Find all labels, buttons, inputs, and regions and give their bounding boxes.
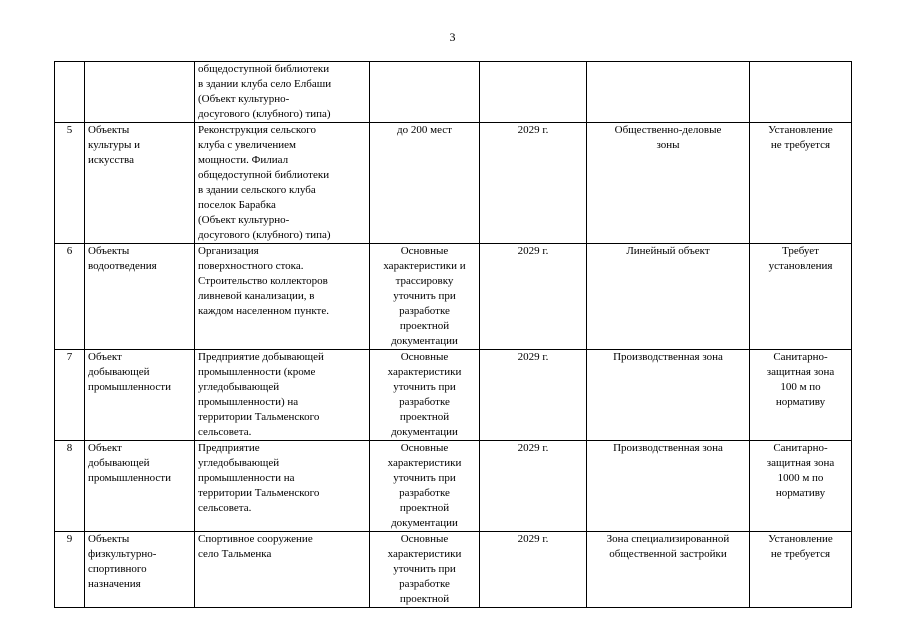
object-name-line: общедоступной библиотеки — [198, 169, 330, 181]
protection-zone-line: Установление — [768, 124, 833, 136]
characteristics-line: уточнить при — [393, 381, 456, 393]
characteristics-line: до 200 мест — [397, 124, 452, 136]
characteristics-line: разработке — [399, 396, 450, 408]
object-name-line: промышленности (кроме — [198, 366, 316, 378]
object-name-line: ливневой канализации, в — [198, 290, 315, 302]
object-name-line: поверхностного стока. — [198, 260, 304, 272]
table-row — [55, 532, 852, 608]
protection-zone-line: защитная зона — [766, 457, 835, 469]
protection-zone-line: не требуется — [770, 548, 831, 560]
object-type-line: добывающей — [88, 366, 150, 378]
protection-zone-line: 1000 м по — [777, 472, 824, 484]
object-name-line: сельсовета. — [198, 502, 252, 514]
characteristics-cell — [370, 441, 480, 532]
year-cell: 2029 г. — [480, 441, 587, 532]
object-type-cell — [85, 532, 195, 608]
object-type-line: Объекты — [88, 533, 130, 545]
object-name-line: угледобывающей — [198, 381, 280, 393]
object-type-line: культуры и — [88, 139, 140, 151]
object-name-line: в здании клуба село Елбаши — [198, 78, 332, 90]
location-line: Производственная зона — [613, 442, 723, 454]
location-cell — [587, 441, 750, 532]
object-type-line: промышленности — [88, 472, 171, 484]
row-number-cell: 7 — [55, 350, 85, 441]
objects-table — [54, 61, 852, 608]
object-name-line: общедоступной библиотеки — [198, 63, 330, 75]
object-type-cell — [85, 123, 195, 244]
year-cell: 2029 г. — [480, 244, 587, 350]
table-row — [55, 350, 852, 441]
object-type-cell — [85, 62, 195, 123]
object-name-line: клуба с увеличением — [198, 139, 296, 151]
characteristics-line: трассировку — [395, 275, 454, 287]
object-type-cell — [85, 244, 195, 350]
characteristics-line: характеристики — [387, 366, 462, 378]
characteristics-line: уточнить при — [393, 563, 456, 575]
object-name-line: угледобывающей — [198, 457, 280, 469]
protection-zone-line: Требует — [782, 245, 819, 257]
protection-zone-line: Установление — [768, 533, 833, 545]
characteristics-line: проектной — [399, 502, 450, 514]
location-line: общественной застройки — [609, 548, 727, 560]
object-name-line: досугового (клубного) типа) — [198, 229, 331, 241]
location-line: Общественно-деловые — [614, 124, 722, 136]
object-type-line: искусства — [88, 154, 134, 166]
row-number-cell: 6 — [55, 244, 85, 350]
table-row — [55, 441, 852, 532]
location-cell — [587, 350, 750, 441]
object-name-cell — [195, 244, 370, 350]
characteristics-line: характеристики — [387, 548, 462, 560]
location-cell — [587, 123, 750, 244]
characteristics-cell — [370, 62, 480, 123]
object-name-line: (Объект культурно- — [198, 214, 290, 226]
object-type-line: Объект — [88, 351, 122, 363]
location-cell — [587, 62, 750, 123]
table-row — [55, 62, 852, 123]
object-type-line: физкультурно- — [88, 548, 157, 560]
characteristics-line: уточнить при — [393, 290, 456, 302]
object-name-line: мощности. Филиал — [198, 154, 289, 166]
characteristics-line: документации — [391, 335, 458, 347]
object-name-line: Реконструкция сельского — [198, 124, 316, 136]
characteristics-line: уточнить при — [393, 472, 456, 484]
protection-zone-line: Санитарно- — [773, 351, 828, 363]
year-cell: 2029 г. — [480, 123, 587, 244]
characteristics-line: разработке — [399, 578, 450, 590]
protection-zone-line: 100 м по — [780, 381, 821, 393]
object-type-line: Объект — [88, 442, 122, 454]
characteristics-line: проектной — [399, 320, 450, 332]
row-number-cell: 8 — [55, 441, 85, 532]
object-type-line: назначения — [88, 578, 141, 590]
table-row — [55, 244, 852, 350]
object-name-line: каждом населенном пункте. — [198, 305, 329, 317]
characteristics-cell — [370, 123, 480, 244]
object-name-line: досугового (клубного) типа) — [198, 108, 331, 120]
protection-zone-cell — [750, 350, 852, 441]
protection-zone-line: нормативу — [775, 487, 826, 499]
protection-zone-line: защитная зона — [766, 366, 835, 378]
characteristics-cell — [370, 244, 480, 350]
characteristics-line: Основные — [400, 442, 449, 454]
protection-zone-line: установления — [768, 260, 833, 272]
object-name-cell — [195, 123, 370, 244]
protection-zone-line: нормативу — [775, 396, 826, 408]
object-name-cell — [195, 532, 370, 608]
object-name-line: (Объект культурно- — [198, 93, 290, 105]
characteristics-line: Основные — [400, 245, 449, 257]
location-line: Линейный объект — [626, 245, 710, 257]
object-name-cell — [195, 62, 370, 123]
characteristics-line: документации — [391, 517, 458, 529]
characteristics-cell — [370, 532, 480, 608]
location-line: зоны — [656, 139, 680, 151]
characteristics-line: разработке — [399, 305, 450, 317]
object-type-line: промышленности — [88, 381, 171, 393]
year-cell — [480, 62, 587, 123]
location-line: Производственная зона — [613, 351, 723, 363]
row-number-cell: 5 — [55, 123, 85, 244]
object-name-line: в здании сельского клуба — [198, 184, 316, 196]
object-name-line: промышленности) на — [198, 396, 299, 408]
object-name-line: Организация — [198, 245, 259, 257]
object-type-line: Объекты — [88, 124, 130, 136]
characteristics-line: проектной — [399, 593, 450, 605]
characteristics-line: характеристики — [387, 457, 462, 469]
location-cell — [587, 244, 750, 350]
object-name-line: поселок Барабка — [198, 199, 276, 211]
object-name-line: Предприятие — [198, 442, 260, 454]
location-line: Зона специализированной — [606, 533, 730, 545]
object-name-cell — [195, 441, 370, 532]
object-name-line: территории Тальменского — [198, 411, 320, 423]
characteristics-line: разработке — [399, 487, 450, 499]
table-row — [55, 123, 852, 244]
object-name-line: сельсовета. — [198, 426, 252, 438]
object-name-line: Строительство коллекторов — [198, 275, 328, 287]
characteristics-line: Основные — [400, 533, 449, 545]
protection-zone-cell — [750, 123, 852, 244]
object-name-line: село Тальменка — [198, 548, 272, 560]
object-name-line: Спортивное сооружение — [198, 533, 313, 545]
object-name-cell — [195, 350, 370, 441]
page-number: 3 — [449, 30, 456, 44]
object-name-line: территории Тальменского — [198, 487, 320, 499]
object-type-line: добывающей — [88, 457, 150, 469]
object-type-cell — [85, 350, 195, 441]
object-name-line: Предприятие добывающей — [198, 351, 324, 363]
location-cell — [587, 532, 750, 608]
year-cell: 2029 г. — [480, 350, 587, 441]
object-name-line: промышленности на — [198, 472, 295, 484]
protection-zone-line: не требуется — [770, 139, 831, 151]
characteristics-line: проектной — [399, 411, 450, 423]
protection-zone-line: Санитарно- — [773, 442, 828, 454]
object-type-line: Объекты — [88, 245, 130, 257]
row-number-cell: 9 — [55, 532, 85, 608]
characteristics-line: Основные — [400, 351, 449, 363]
protection-zone-cell — [750, 441, 852, 532]
row-number-cell — [55, 62, 85, 123]
object-type-line: водоотведения — [88, 260, 157, 272]
object-type-cell — [85, 441, 195, 532]
characteristics-line: характеристики и — [383, 260, 466, 272]
characteristics-cell — [370, 350, 480, 441]
protection-zone-cell — [750, 532, 852, 608]
year-cell: 2029 г. — [480, 532, 587, 608]
protection-zone-cell — [750, 62, 852, 123]
characteristics-line: документации — [391, 426, 458, 438]
protection-zone-cell — [750, 244, 852, 350]
object-type-line: спортивного — [88, 563, 147, 575]
